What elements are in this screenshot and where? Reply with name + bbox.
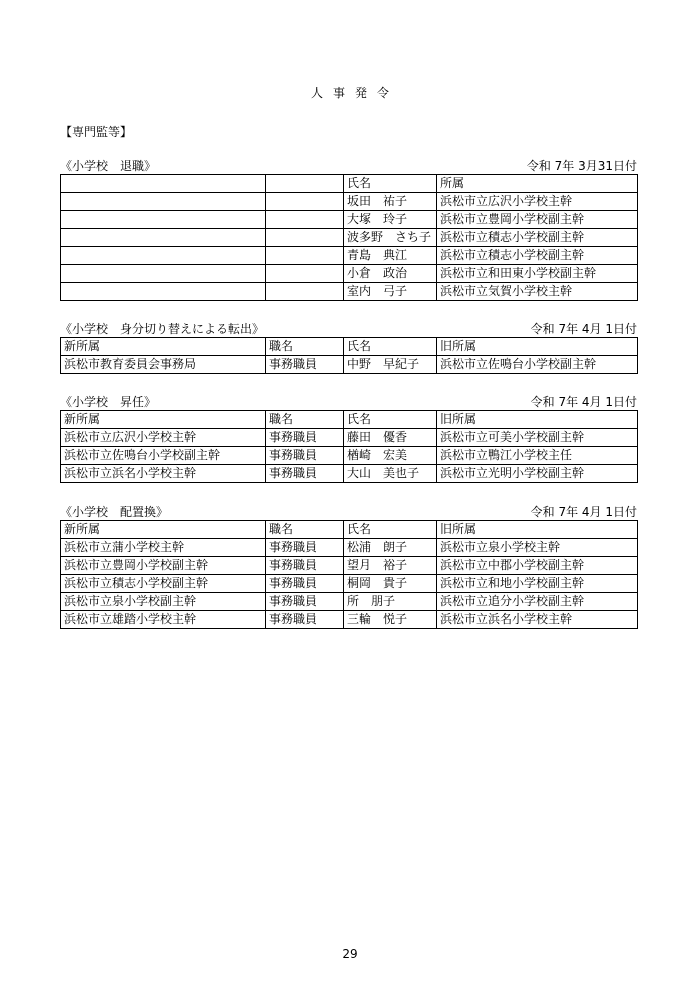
table-row: [61, 283, 638, 301]
cell-job-title: 事務職員: [266, 611, 344, 629]
section-header: [60, 393, 637, 410]
cell: [266, 229, 344, 247]
table-header-row: [61, 175, 638, 193]
cell-new-affiliation: 浜松市立積志小学校副主幹: [61, 575, 266, 593]
table-row: [61, 575, 638, 593]
cell-new-affiliation: 浜松市立佐鳴台小学校副主幹: [61, 447, 266, 465]
section-promotion: [60, 393, 637, 483]
cell-name: 桐岡 貴子: [344, 575, 437, 593]
cell-job-title: 事務職員: [266, 557, 344, 575]
cell: [266, 283, 344, 301]
table-row: [61, 447, 638, 465]
personnel-table: [60, 520, 638, 629]
section-date: 令和 7年 4月 1日付: [530, 505, 637, 519]
cell-name: 室内 弓子: [344, 283, 437, 301]
header-cell: 新所属: [61, 411, 266, 429]
category-heading: 【専門監等】: [60, 125, 133, 139]
cell: [61, 211, 266, 229]
section-date: 令和 7年 4月 1日付: [530, 395, 637, 409]
page-title: 人事発令: [310, 86, 399, 100]
cell-new-affiliation: 浜松市立泉小学校副主幹: [61, 593, 266, 611]
cell-name: 波多野 さち子: [344, 229, 437, 247]
section-header: [60, 157, 637, 174]
cell: [61, 265, 266, 283]
section-reassignment: [60, 503, 637, 629]
table-row: [61, 211, 638, 229]
cell-old-affiliation: 浜松市立佐鳴台小学校副主幹: [437, 356, 638, 374]
cell: [61, 283, 266, 301]
cell-name: 坂田 祐子: [344, 193, 437, 211]
section-date: 令和 7年 4月 1日付: [530, 322, 637, 336]
cell-old-affiliation: 浜松市立和地小学校副主幹: [437, 575, 638, 593]
table-row: [61, 265, 638, 283]
header-cell: 氏名: [344, 411, 437, 429]
cell-name: 大塚 玲子: [344, 211, 437, 229]
header-cell: 旧所属: [437, 338, 638, 356]
cell-name: 大山 美也子: [344, 465, 437, 483]
cell-old-affiliation: 浜松市立鴨江小学校主任: [437, 447, 638, 465]
personnel-table: [60, 410, 638, 483]
personnel-table: [60, 337, 638, 374]
cell-old-affiliation: 浜松市立可美小学校副主幹: [437, 429, 638, 447]
cell: [61, 193, 266, 211]
cell-old-affiliation: 浜松市立光明小学校副主幹: [437, 465, 638, 483]
header-cell: 新所属: [61, 521, 266, 539]
cell-job-title: 事務職員: [266, 465, 344, 483]
table-row: [61, 356, 638, 374]
header-cell: 氏名: [344, 338, 437, 356]
cell-job-title: 事務職員: [266, 539, 344, 557]
table-row: [61, 193, 638, 211]
cell-name: 小倉 政治: [344, 265, 437, 283]
header-cell: 旧所属: [437, 521, 638, 539]
cell-old-affiliation: 浜松市立浜名小学校主幹: [437, 611, 638, 629]
cell-name: 青島 典江: [344, 247, 437, 265]
section-header: [60, 503, 637, 520]
cell-affiliation: 浜松市立積志小学校副主幹: [437, 247, 638, 265]
cell-new-affiliation: 浜松市立浜名小学校主幹: [61, 465, 266, 483]
cell-name: 藤田 優香: [344, 429, 437, 447]
header-cell: [266, 175, 344, 193]
cell-job-title: 事務職員: [266, 593, 344, 611]
cell-job-title: 事務職員: [266, 447, 344, 465]
cell-old-affiliation: 浜松市立中郡小学校副主幹: [437, 557, 638, 575]
cell-affiliation: 浜松市立豊岡小学校副主幹: [437, 211, 638, 229]
cell: [266, 265, 344, 283]
section-retirement: [60, 157, 637, 301]
table-row: [61, 429, 638, 447]
cell-old-affiliation: 浜松市立泉小学校主幹: [437, 539, 638, 557]
section-label: 《小学校 身分切り替えによる転出》: [60, 322, 265, 336]
section-label: 《小学校 配置換》: [60, 505, 169, 519]
header-cell: 所属: [437, 175, 638, 193]
table-header-row: [61, 521, 638, 539]
cell: [266, 211, 344, 229]
personnel-table: [60, 174, 638, 301]
table-row: [61, 229, 638, 247]
table-row: [61, 557, 638, 575]
cell-new-affiliation: 浜松市立蒲小学校主幹: [61, 539, 266, 557]
cell-job-title: 事務職員: [266, 575, 344, 593]
cell: [61, 229, 266, 247]
cell-new-affiliation: 浜松市教育委員会事務局: [61, 356, 266, 374]
header-cell: 職名: [266, 338, 344, 356]
header-cell: 旧所属: [437, 411, 638, 429]
header-cell: 新所属: [61, 338, 266, 356]
cell-name: 望月 裕子: [344, 557, 437, 575]
cell-affiliation: 浜松市立気賀小学校主幹: [437, 283, 638, 301]
cell-new-affiliation: 浜松市立雄踏小学校主幹: [61, 611, 266, 629]
cell-affiliation: 浜松市立和田東小学校副主幹: [437, 265, 638, 283]
header-cell: 職名: [266, 521, 344, 539]
table-row: [61, 247, 638, 265]
page-number: 29: [342, 947, 358, 961]
cell: [61, 247, 266, 265]
table-header-row: [61, 411, 638, 429]
header-cell: 氏名: [344, 175, 437, 193]
table-row: [61, 611, 638, 629]
section-date: 令和 7年 3月31日付: [526, 159, 637, 173]
cell-job-title: 事務職員: [266, 356, 344, 374]
section-label: 《小学校 退職》: [60, 159, 157, 173]
cell-job-title: 事務職員: [266, 429, 344, 447]
cell-name: 中野 早紀子: [344, 356, 437, 374]
cell: [266, 247, 344, 265]
cell-affiliation: 浜松市立積志小学校副主幹: [437, 229, 638, 247]
cell-new-affiliation: 浜松市立豊岡小学校副主幹: [61, 557, 266, 575]
table-row: [61, 593, 638, 611]
header-cell: 職名: [266, 411, 344, 429]
table-row: [61, 465, 638, 483]
cell-name: 三輪 悦子: [344, 611, 437, 629]
section-transfer-out: [60, 320, 637, 374]
cell-old-affiliation: 浜松市立追分小学校副主幹: [437, 593, 638, 611]
cell-name: 楢崎 宏美: [344, 447, 437, 465]
cell: [266, 193, 344, 211]
table-row: [61, 539, 638, 557]
cell-name: 松浦 朗子: [344, 539, 437, 557]
section-label: 《小学校 昇任》: [60, 395, 157, 409]
table-header-row: [61, 338, 638, 356]
cell-name: 所 朋子: [344, 593, 437, 611]
header-cell: 氏名: [344, 521, 437, 539]
cell-new-affiliation: 浜松市立広沢小学校主幹: [61, 429, 266, 447]
cell-affiliation: 浜松市立広沢小学校主幹: [437, 193, 638, 211]
header-cell: [61, 175, 266, 193]
section-header: [60, 320, 637, 337]
